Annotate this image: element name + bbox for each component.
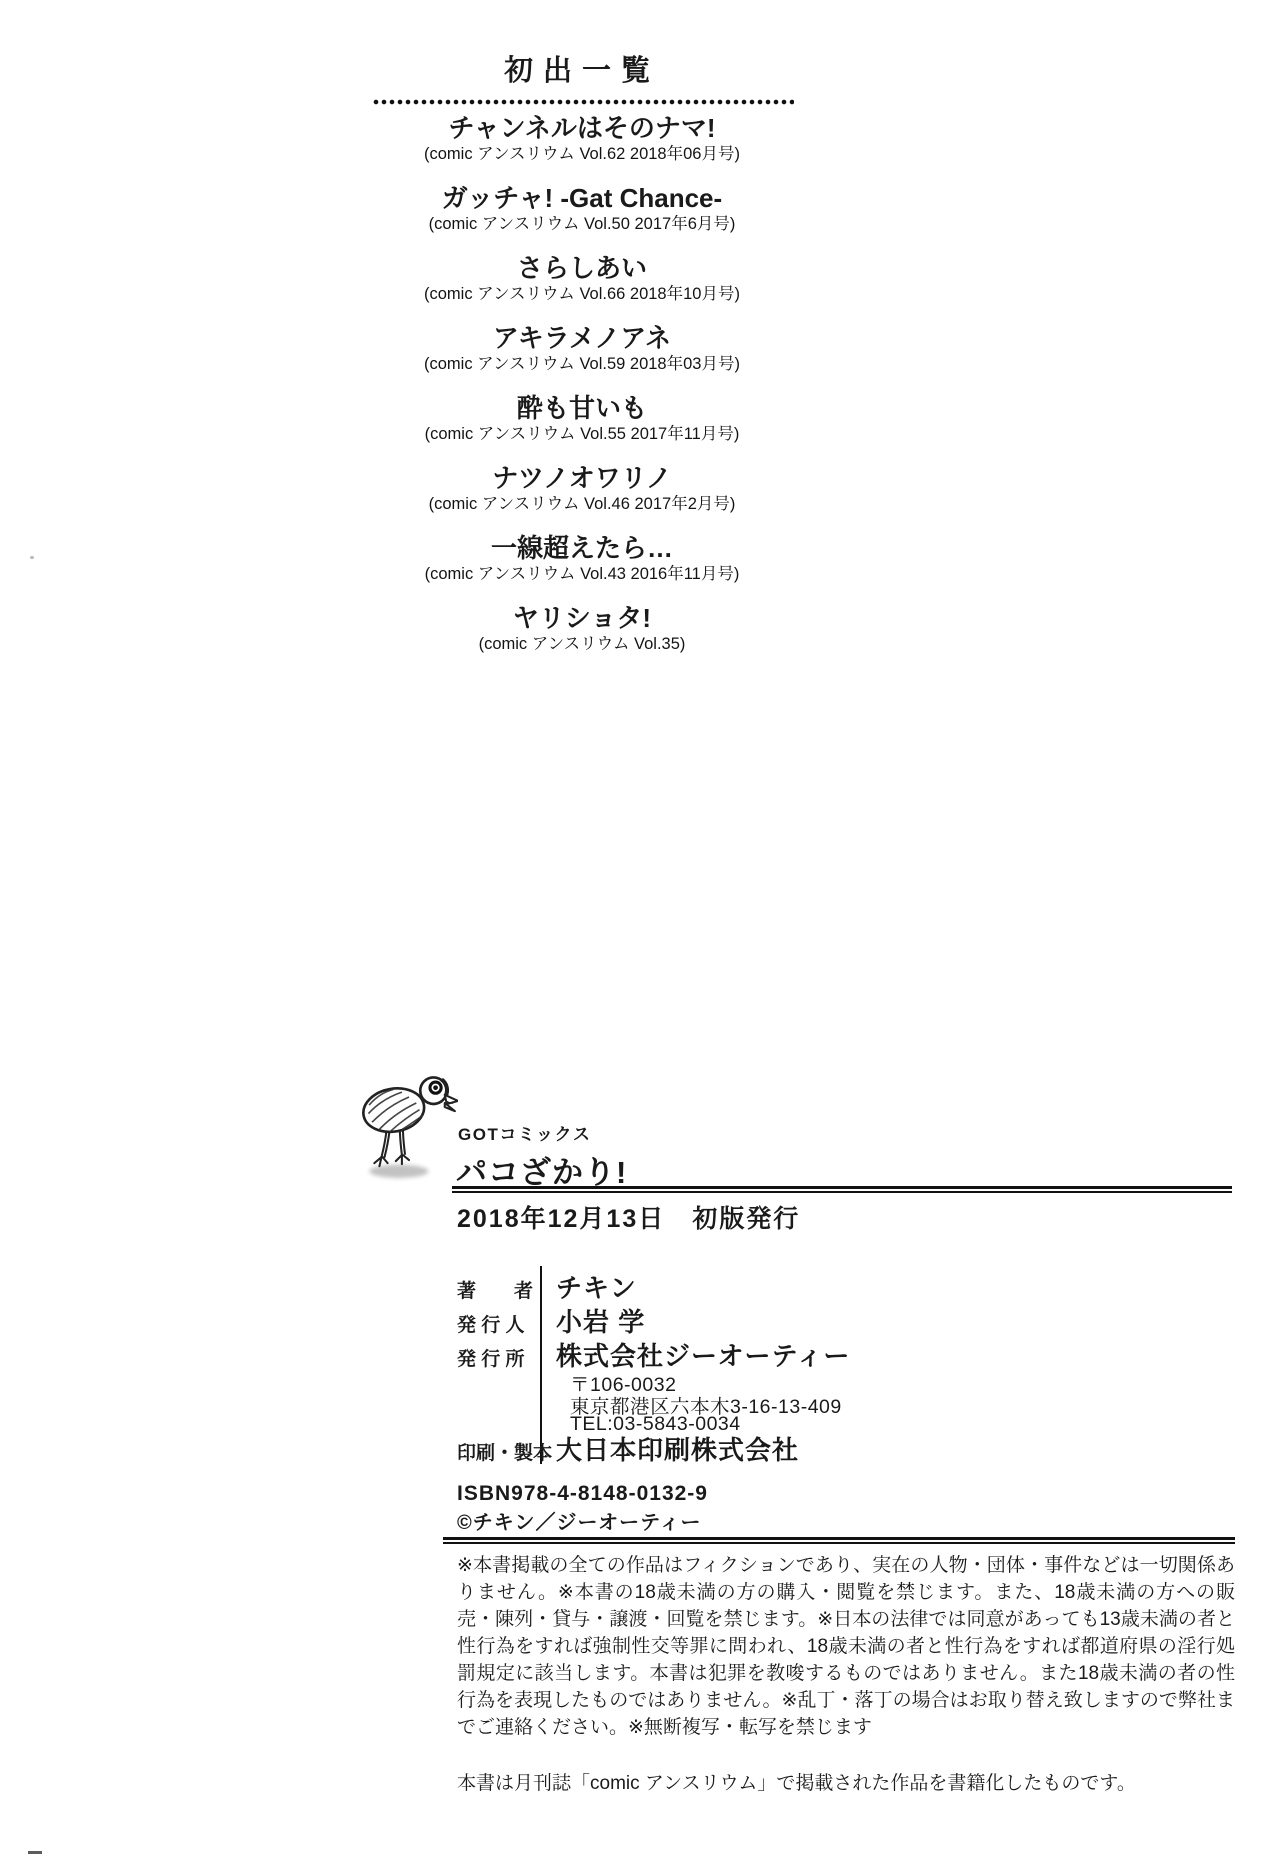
work-source: (comic アンスリウム Vol.59 2018年03月号)	[424, 355, 740, 373]
work-title: ガッチャ! -Gat Chance-	[441, 183, 723, 213]
work-source: (comic アンスリウム Vol.55 2017年11月号)	[424, 425, 740, 443]
edition-date: 2018年12月13日 初版発行	[457, 1205, 801, 1233]
scan-artifact	[28, 1851, 42, 1854]
work-title: さらしあい	[516, 253, 647, 283]
work-title: ヤリショタ!	[512, 603, 652, 633]
work-source: (comic アンスリウム Vol.66 2018年10月号)	[424, 285, 740, 303]
scan-artifact	[30, 556, 34, 559]
work-source: (comic アンスリウム Vol.43 2016年11月号)	[424, 565, 740, 583]
work-source: (comic アンスリウム Vol.46 2017年2月号)	[428, 495, 736, 513]
credit-label: 発 行 人	[457, 1315, 525, 1336]
list-item	[312, 112, 852, 182]
credit-row-publisher	[457, 1302, 645, 1339]
list-item	[312, 182, 852, 252]
list-item	[312, 532, 852, 602]
work-title: ナツノオワリノ	[492, 463, 672, 493]
work-source: (comic アンスリウム Vol.62 2018年06月号)	[424, 145, 740, 163]
credit-label: 著 者	[457, 1281, 534, 1302]
bird-sketch-icon	[356, 1076, 458, 1184]
credit-value: 小岩 学	[556, 1307, 646, 1337]
credit-label: 発 行 所	[457, 1349, 525, 1370]
list-item	[312, 322, 852, 392]
work-title: 酔も甘いも	[516, 393, 647, 423]
credit-row-author	[457, 1268, 637, 1305]
credit-row-office	[457, 1336, 850, 1373]
dotted-divider	[372, 99, 794, 105]
work-title: チャンネルはそのナマ!	[448, 113, 716, 143]
title-rule	[452, 1186, 1232, 1193]
work-title: 一線超えたら…	[490, 533, 673, 563]
list-item	[312, 392, 852, 462]
footer-rule	[443, 1537, 1235, 1544]
credit-value: 株式会社ジーオーティー	[556, 1341, 851, 1371]
publisher-postal: 〒106-0032	[570, 1374, 677, 1396]
credit-row-printer	[457, 1430, 799, 1467]
work-source: (comic アンスリウム Vol.50 2017年6月号)	[428, 215, 736, 233]
list-item	[312, 602, 852, 672]
list-item	[312, 462, 852, 532]
imprint-label: GOTコミックス	[458, 1125, 592, 1144]
serialization-note: 本書は月刊誌「comic アンスリウム」で掲載された作品を書籍化したものです。	[457, 1773, 1136, 1794]
credit-label: 印刷・製本	[457, 1443, 553, 1464]
list-item	[312, 252, 852, 322]
publisher-tel: TEL:03-5843-0034	[570, 1413, 741, 1435]
publisher-address: 東京都港区六本木3-16-13-409	[570, 1396, 842, 1418]
copyright-line: ©チキン／ジーオーティー	[457, 1512, 702, 1534]
page-title: 初出一覧	[503, 55, 660, 87]
work-title: アキラメノアネ	[492, 323, 672, 353]
works-list	[312, 112, 852, 672]
isbn: ISBN978-4-8148-0132-9	[457, 1482, 708, 1505]
credit-value: チキン	[556, 1273, 637, 1303]
credit-value: 大日本印刷株式会社	[556, 1435, 800, 1465]
work-source: (comic アンスリウム Vol.35)	[478, 635, 686, 653]
disclaimer-text: ※本書掲載の全ての作品はフィクションであり、実在の人物・団体・事件などは一切関係ありません。※本書の18歳未満の方の購入・閲覧を禁じます。また、18歳未満の方への販売・陳列・貸与・譲渡・回覧を禁じます。※日本の法律では同意があっても13歳未満の者と性行為をすれば強制性交等罪に問われ、18歳未満の者と性行為をすれば都道府県の淫行処罰規定に該当します。本書は犯罪を教唆するものではありません。また18歳未満の者の性行為を表現したものではありません。※乱丁・落丁の場合はお取り替え致しますので弊社までご連絡ください。※無断複写・転写を禁じます	[457, 1555, 1235, 1738]
book-title: パコざかり!	[456, 1155, 628, 1190]
